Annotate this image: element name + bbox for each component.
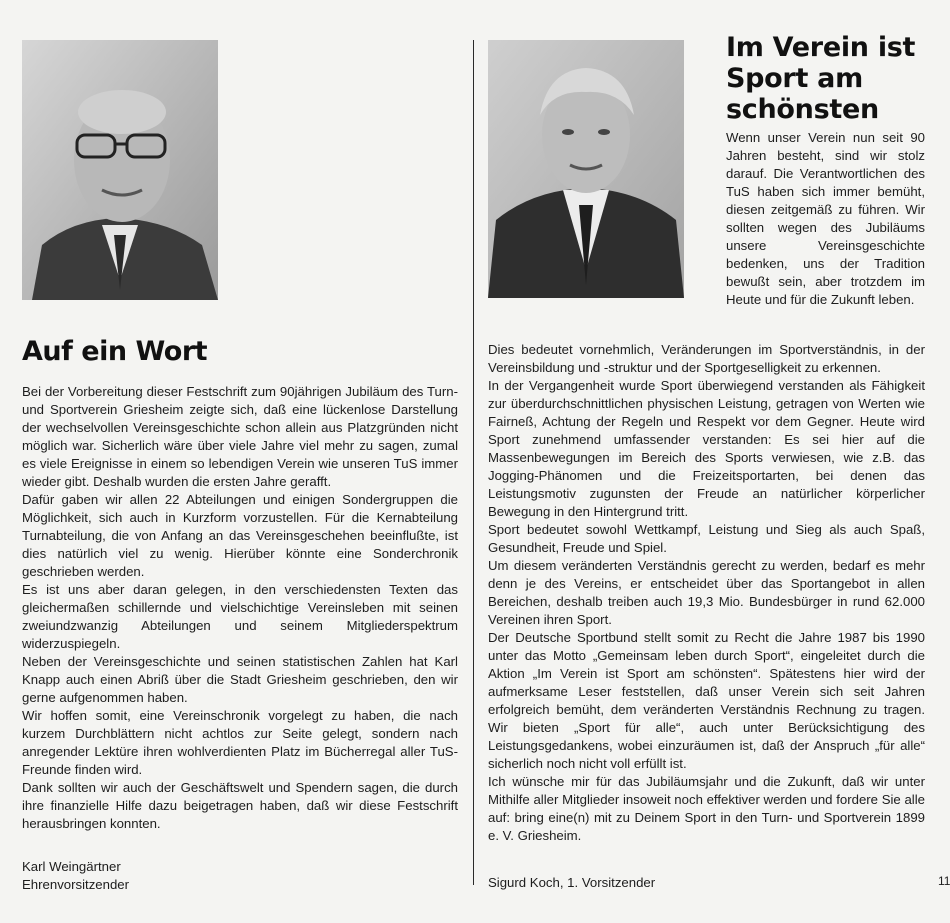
left-heading: Auf ein Wort [22,336,208,367]
right-paragraph: Der Deutsche Sportbund stellt somit zu Recht die Jahre 1987 bis 1990 unter das Motto „Gemeinsam leben durch Sport“, eingeleitet durch die Aktion „Im Verein ist Sport am schönsten“. Spätestens hier wird der aufmerksame Leser feststellen, daß unser Verein sich seit Jahren erfolgreich bemüht, dem veränderten Verständnis Rechnung zu tragen. Wir bieten „Sport für alle“, auch unter Berücksichtigung des Leistungsgedankens, wobei einzuräumen ist, daß der Anspruch „für alle“ sicherlich noch nicht voll erfüllt ist. [488,630,925,771]
portrait-photo-sigurd-koch [488,40,684,298]
column-divider [473,40,474,885]
right-paragraph: Dies bedeutet vornehmlich, Veränderungen im Sportverständnis, in der Vereinsbildung und -struktur und der Sportgeselligkeit zu erkennen. [488,342,925,375]
right-heading [726,32,941,125]
right-paragraph: Ich wünsche mir für das Jubiläumsjahr und die Zukunft, daß wir unter Mithilfe aller Mitglieder insoweit noch effektiver werden und fordere Sie alle auf: bring eine(n) mit zu Deinem Sport in den Turn- und Sportverein 1899 e. V. Griesheim. [488,774,925,843]
portrait-photo-karl-weingaertner [22,40,218,300]
right-heading-line: Im Verein ist [726,32,916,63]
left-paragraph: Neben der Vereinsgeschichte und seinen statistischen Zahlen hat Karl Knapp auch einen Abriß über die Stadt Griesheim geschrieben, den wir gerne aufgenommen haben. [22,654,458,705]
left-paragraph: Wir hoffen somit, eine Vereinschronik vorgelegt zu haben, die nach kurzem Durchblättern nicht achtlos zur Seite gelegt, sondern nach anregender Lektüre ihren wohlverdienten Platz im Bücherregal aller TuS-Freunde finden wird. [22,708,458,777]
left-signature [22,858,129,894]
left-paragraph: Dank sollten wir auch der Geschäftswelt und Spendern sagen, die durch ihre finanzielle Hilfe dazu beigetragen haben, daß wir diese Festschrift herausbringen konnten. [22,780,458,831]
page-number: 11 [938,874,950,888]
right-signature: Sigurd Koch, 1. Vorsitzender [488,875,656,890]
right-paragraph: Um diesem veränderten Verständnis gerecht zu werden, bedarf es mehr denn je des Vereins, er entscheidet über das Sportangebot in allen Bereichen, deshalb treiben auch 19,3 Mio. Bundesbürger in rund 62.000 Vereinen ihren Sport. [488,558,925,627]
right-intro-paragraph: Wenn unser Verein nun seit 90 Jahren besteht, sind wir stolz darauf. Die Verantwortlichen des TuS haben sich immer bemüht, diesen zeitgemäß zu führen. Wir sollten wegen des Jubiläums unsere Vereinsgeschichte bedenken, uns der Tradition bewußt sein, aber trotzdem im Heute und für die Zukunft leben. [726,130,925,307]
right-heading-line: schönsten [726,94,879,125]
right-paragraph: Sport bedeutet sowohl Wettkampf, Leistung und Sieg als auch Spaß, Gesundheit, Freude und Spiel. [488,522,925,555]
left-signature-role: Ehrenvorsitzender [22,877,130,892]
left-paragraph: Bei der Vorbereitung dieser Festschrift zum 90jährigen Jubiläum des Turn- und Sportverein Griesheim zeigte sich, daß eine lückenlose Darstellung der wechselvollen Vereinsgeschichte schon allein aus Platzgründen nicht möglich war. Sicherlich wäre über viele Jahre viel mehr zu sagen, zumal es viele Ereignisse in einem so lebendigen Verein wie unseren TuS immer wieder gibt. Deshalb wurden die ersten Jahre gerafft. [22,384,458,489]
left-paragraph: Es ist uns aber daran gelegen, in den verschiedensten Texten das gleichermaßen schillernde und vielschichtige Vereinsleben mit seinen zweiundzwanzig Abteilungen und seinem Mitgliederspektrum widerzuspiegeln. [22,582,458,651]
right-article-body [488,341,925,845]
left-article-body [22,383,458,833]
left-paragraph: Dafür gaben wir allen 22 Abteilungen und einigen Sondergruppen die Möglichkeit, sich auch in Kurzform vorzustellen. Für die Kernabteilung Turnabteilung, die von Anfang an das Vereinsgeschehen beeinflußte, ist dies natürlich viel zu wenig. Hierüber könnte eine Sonderchronik geschrieben werden. [22,492,458,579]
right-heading-line: Sport am [726,63,863,94]
left-signature-name: Karl Weingärtner [22,859,121,874]
right-paragraph: In der Vergangenheit wurde Sport überwiegend verstanden als Fähigkeit zur überdurchschnittlichen physischen Leistung, getragen von Werten wie Fairneß, Achtung der Regeln und Respekt vor dem Gegner. Heute wird Sport zunehmend umfassender verstanden: Es sei hier auf die Massenbewegungen im Bereich des Sports verwiesen, wie z.B. das Jogging-Phänomen und die Freizeitsportarten, bei denen das Leistungsmotiv zugunsten der Freude an natürlicher körperlicher Bewegung in den Hintergrund tritt. [488,378,925,519]
